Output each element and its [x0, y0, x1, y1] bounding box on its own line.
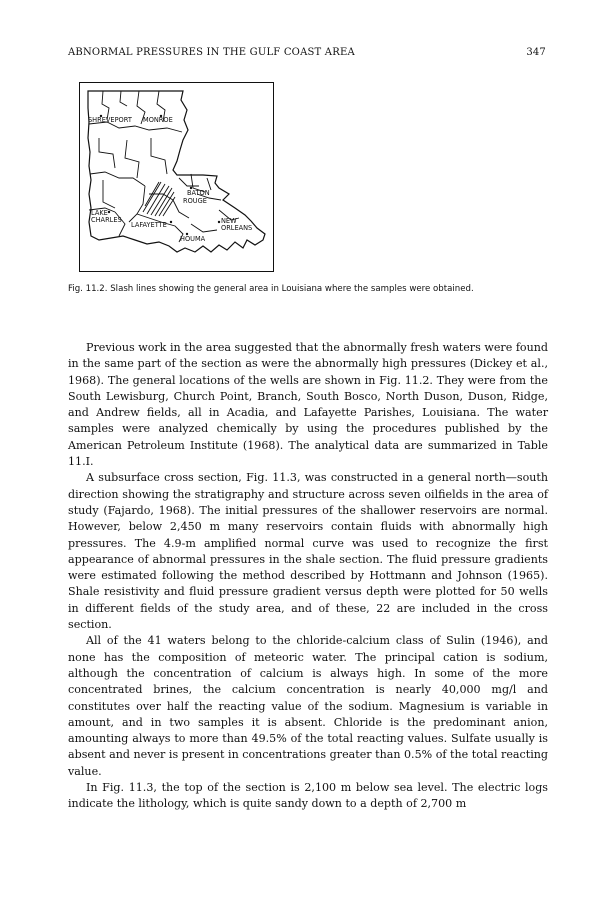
label-baton-rouge-line2: ROUGE	[183, 197, 207, 205]
label-lafayette: LAFAYETTE	[131, 221, 167, 229]
label-monroe: MONROE	[143, 116, 173, 124]
page-number: 347	[526, 47, 546, 58]
paragraph: A subsurface cross section, Fig. 11.3, was constructed in a general north—south direction showing the stratigraphy and structure across seven oilfields in the area of study (Fajardo, 1968). The initial pressures of the shallower reservoirs are normal. However, below 2,450 m many reservoirs contain fluids with abnormally high pressures. The 4.9-m amplified normal curve was used to recognize the first appearance of abnormal pressures in the shale section. The fluid pressure gradients were estimated following the method described by Hottmann and Johnson (1965). Shale resistivity and fluid pressure gradient versus depth were plotted for 50 wells in different fields of the study area, and of these, 22 are included in the cross section.	[68, 471, 548, 632]
louisiana-map-figure	[79, 82, 274, 272]
body-text	[68, 340, 548, 813]
label-shreveport: SHREVEPORT	[88, 116, 132, 124]
label-new-orleans-line1: NEW	[221, 217, 237, 225]
figure-caption: Fig. 11.2. Slash lines showing the general area in Louisiana where the samples were obtained.	[68, 284, 474, 294]
label-houma: HOUMA	[180, 235, 206, 243]
label-baton-rouge-line1: BATON	[187, 189, 210, 197]
label-new-orleans-line2: ORLEANS	[221, 224, 253, 232]
paragraph: In Fig. 11.3, the top of the section is 2,100 m below sea level. The electric logs indicate the lithology, which is quite sandy down to a depth of 2,700 m	[68, 781, 548, 811]
paragraph: Previous work in the area suggested that the abnormally fresh waters were found in the same part of the section as were the abnormally high pressures (Dickey et al., 1968). The general locations of the wells are shown in Fig. 11.2. They were from the South Lewisburg, Church Point, Branch, South Bosco, North Duson, Duson, Ridge, and Andrew fields, all in Acadia, and Lafayette Parishes, Louisiana. The water samples were analyzed chemically by using the procedures published by the American Petroleum Institute (1968). The analytical data are summarized in Table 11.I.	[68, 341, 548, 469]
louisiana-map	[79, 82, 274, 272]
label-lake-charles-line2: CHARLES	[91, 216, 122, 224]
label-lake-charles-line1: LAKE	[91, 209, 108, 217]
running-title: ABNORMAL PRESSURES IN THE GULF COAST AREA	[68, 47, 355, 58]
paragraph: All of the 41 waters belong to the chloride-calcium class of Sulin (1946), and none has the composition of meteoric water. The principal cation is sodium, although the concentration of calcium is always high. In some of the more concentrated brines, the calcium concentration is nearly 40,000 mg/l and constitutes over half the reacting value of the sodium. Magnesium is variable in amount, and in two samples it is absent. Chloride is the predominant anion, amounting always to more than 49.5% of the total reacting values. Sulfate usually is absent and never is present in concentrations greater than 0.5% of the total reacting value.	[68, 634, 548, 778]
sample-area-hatching	[143, 182, 175, 216]
